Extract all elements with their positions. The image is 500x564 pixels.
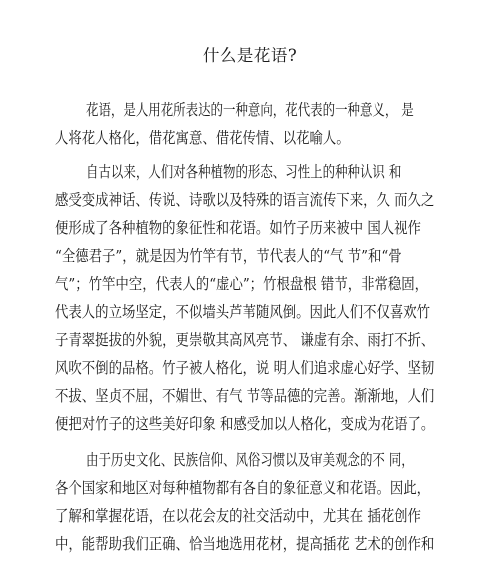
paragraph-2-line-4: “全德君子”，就是因为竹竿有节，节代表人的“气 节”和“骨 <box>55 247 402 265</box>
paragraph-3-line-4: 中，能帮助我们正确、恰当地选用花材，提高插花 艺术的创作和 <box>55 535 435 553</box>
paragraph-2-line-3: 便形成了各种植物的象征性和花语。如竹子历来被中 国人视作 <box>55 219 421 237</box>
paragraph-2-line-10: 便把对竹子的这些美好印象 和感受加以人格化，变成为花语了。 <box>55 415 435 433</box>
paragraph-3-line-2: 各个国家和地区对每种植物都有各自的象征意义和花语。因此， <box>55 479 431 497</box>
paragraph-2-line-2: 感受变成神话、传说、诗歌以及特殊的语言流传下来，久 而久之 <box>55 191 435 209</box>
paragraph-2-line-7: 子青翠挺拔的外貌，更崇敬其高风亮节、 谦虚有余、雨打不折、 <box>55 331 435 349</box>
paragraph-3-line-1: 由于历史文化、民族信仰、风俗习惯以及审美观念的不 同， <box>86 451 414 469</box>
paragraph-2-line-1: 自古以来，人们对各种植物的形态、习性上的种种认识 和 <box>86 163 402 181</box>
paragraph-1-line-1: 花语，是人用花所表达的一种意向，花代表的一种意义， 是 <box>86 101 414 119</box>
paragraph-2-line-8: 风吹不倒的品格。竹子被人格化，说 明人们追求虚心好学、坚韧 <box>55 359 435 377</box>
paragraph-1-line-2: 人将花人格化，借花寓意、借花传情、以花喻人。 <box>55 129 350 147</box>
paragraph-2-line-6: 代表人的立场坚定，不似墙头芦苇随风倒。因此人们不仅喜欢竹 <box>55 303 431 321</box>
paragraph-2-line-9: 不拔、坚贞不屈，不媚世、有气 节等品德的完善。渐渐地，人们 <box>55 387 435 405</box>
paragraph-3-line-3: 了解和掌握花语，在以花会友的社交活动中，尤其在 插花创作 <box>55 507 421 525</box>
paragraph-2-line-5: 气”；竹竿中空，代表人的“虚心”；竹根盘根 错节，非常稳固， <box>55 275 429 293</box>
document-title: 什么是花语? <box>202 46 298 65</box>
